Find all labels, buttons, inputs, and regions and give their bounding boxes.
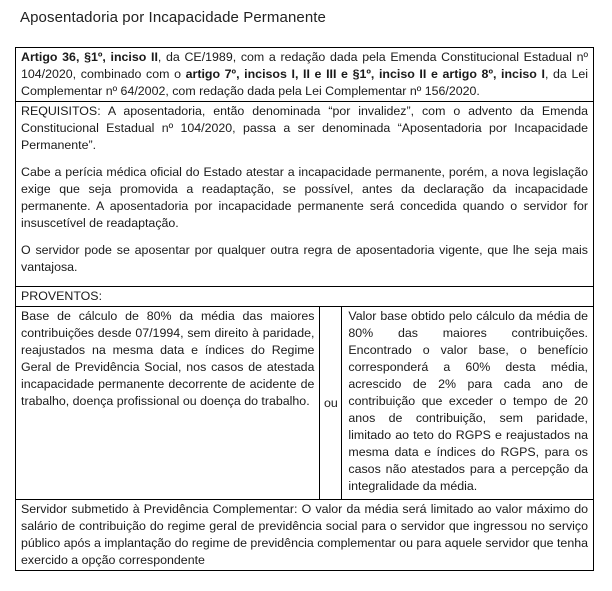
- requirements-paragraph-3: O servidor pode se aposentar por qualquer outra regra de aposentadoria vigente, que lhe seja mais vantajosa.: [21, 243, 588, 274]
- legal-basis-text-1: , da CE/1989, com a redação dada pela Emenda Constitucional Estadual nº 104/2020, combinado com o: [21, 50, 588, 81]
- requirements-paragraph-2: Cabe a perícia médica oficial do Estado atestar a incapacidade permanente, porém, a nova legislação exige que seja promovida a readaptação, se possível, antes da declaração da incapacidade permanente. A aposentadoria por incapacidade permanente será concedida quando o servidor for insuscetível de readaptação.: [21, 165, 588, 230]
- proventos-option-left: Base de cálculo de 80% da média das maiores contribuições desde 07/1994, sem direito à paridade, reajustados na mesma data e índices do Regime Geral de Previdência Social, nos casos de atestada incapacidade permanente decorrente de acidente de trabalho, doença profissional ou doença do trabalho.: [16, 307, 320, 500]
- legal-articles-reference: artigo 7º, incisos I, II e III e §1º, inciso II e artigo 8º, inciso I: [185, 67, 545, 81]
- legal-basis-cell: [16, 48, 594, 102]
- proventos-header: PROVENTOS:: [16, 287, 594, 307]
- complementary-pension-cell: Servidor submetido à Previdência Complementar: O valor da média será limitado ao valor máximo do salário de contribuição do regime geral de previdência social para o servidor que ingressou no serviço público após a implantação do regime de previdência complementar ou para aquele servidor que tenha exercido a opção correspondente: [16, 500, 594, 571]
- proventos-option-right: Valor base obtido pelo cálculo da média de 80% das maiores contribuições. Encontrado o valor base, o benefício corresponderá a 60% desta média, acrescido de 2% para cada ano de contribuição que exceder o tempo de 20 anos de contribuição, sem paridade, limitado ao teto do RGPS e reajustados na mesma data e índices do RGPS, para os casos não atestados para a percepção da integralidade da média.: [342, 307, 594, 500]
- legal-article-reference: Artigo 36, §1º, inciso II: [21, 50, 158, 64]
- legal-basis-text-2: , da Lei Complementar nº 64/2002, com redação dada pela Lei Complementar nº 156/2020.: [21, 67, 588, 98]
- retirement-rules-table: [15, 47, 594, 571]
- requirements-cell: [16, 102, 594, 287]
- proventos-options-row: [16, 307, 594, 500]
- complementary-row: [16, 500, 594, 571]
- legal-basis-row: [16, 48, 594, 102]
- proventos-or-separator: ou: [320, 307, 342, 500]
- requirements-paragraph-1: REQUISITOS: A aposentadoria, então denominada “por invalidez”, com o advento da Emenda Constitucional Estadual nº 104/2020, passa a ser denominada “Aposentadoria por Incapacidade Permanente”.: [21, 104, 588, 152]
- proventos-header-row: [16, 287, 594, 307]
- requirements-row: [16, 102, 594, 287]
- page-title: Aposentadoria por Incapacidade Permanente: [20, 9, 326, 26]
